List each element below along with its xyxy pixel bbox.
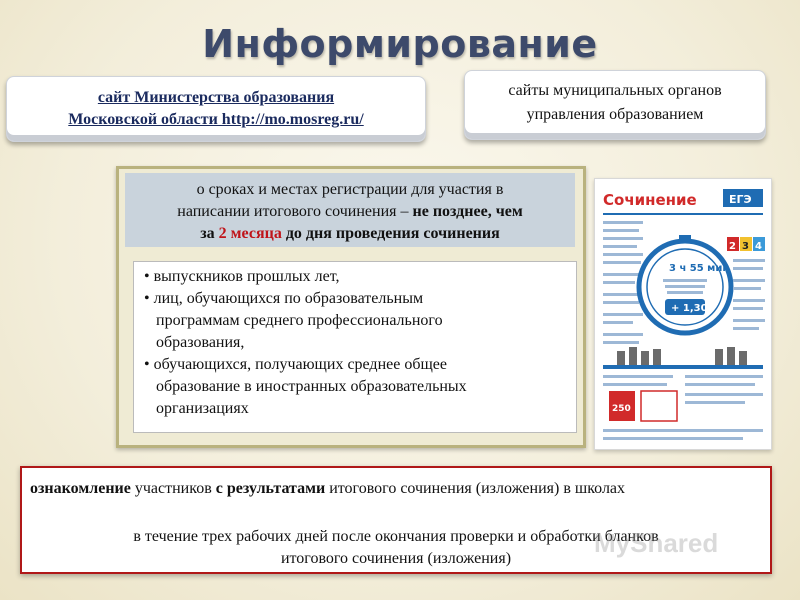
municipal-sites-line1: сайты муниципальных органов [508, 82, 722, 99]
poster-digit: 2 [729, 241, 736, 252]
poster-score: 250 [612, 404, 631, 414]
ministry-site-line2[interactable]: Московской области http://mo.mosreg.ru/ [68, 111, 364, 128]
results-line1: ознакомление участников с результатами итогового сочинения (изложения) в школах [30, 480, 626, 497]
municipal-sites-line2: управления образованием [526, 106, 704, 123]
deadline-box [125, 173, 575, 247]
results-line3: итогового сочинения (изложения) [280, 550, 512, 567]
list-item: • обучающихся, получающих среднее общее [144, 356, 447, 373]
poster-title: Сочинение [603, 191, 697, 209]
deadline-line1: о сроках и местах регистрации для участия в [196, 181, 504, 198]
poster-time-extra: + 1,30 [671, 303, 708, 314]
list-item-cont: программам среднего профессионального [156, 312, 443, 329]
list-item: • выпускников прошлых лет, [144, 268, 340, 285]
deadline-line3: за 2 месяца до дня проведения сочинения [200, 225, 500, 242]
poster-time-main: 3 ч 55 мин [669, 263, 730, 274]
registration-info-panel [116, 166, 586, 448]
poster-digit: 4 [755, 241, 762, 252]
ministry-site-box [6, 76, 426, 142]
watermark-text: MyShared [594, 528, 719, 558]
municipal-sites-box [464, 70, 766, 140]
poster-digit: 3 [742, 241, 749, 252]
results-line2: в течение трех рабочих дней после окончания проверки и обработки бланков [133, 528, 659, 545]
list-item-cont: организациях [156, 400, 249, 417]
deadline-line2: написании итогового сочинения – не позднее, чем [177, 203, 523, 220]
ege-logo: ЕГЭ [729, 193, 752, 206]
list-item-cont: образования, [156, 334, 245, 351]
list-item-cont: образование в иностранных образовательных [156, 378, 467, 395]
page-title: Информирование [202, 22, 598, 66]
deadline-highlight: 2 месяца [218, 225, 282, 242]
audience-list [133, 261, 577, 433]
ministry-site-line1[interactable]: сайт Министерства образования [97, 89, 335, 106]
poster-graphic [595, 179, 771, 449]
list-item: • лиц, обучающихся по образовательным [144, 290, 424, 307]
essay-poster-image [594, 178, 772, 450]
